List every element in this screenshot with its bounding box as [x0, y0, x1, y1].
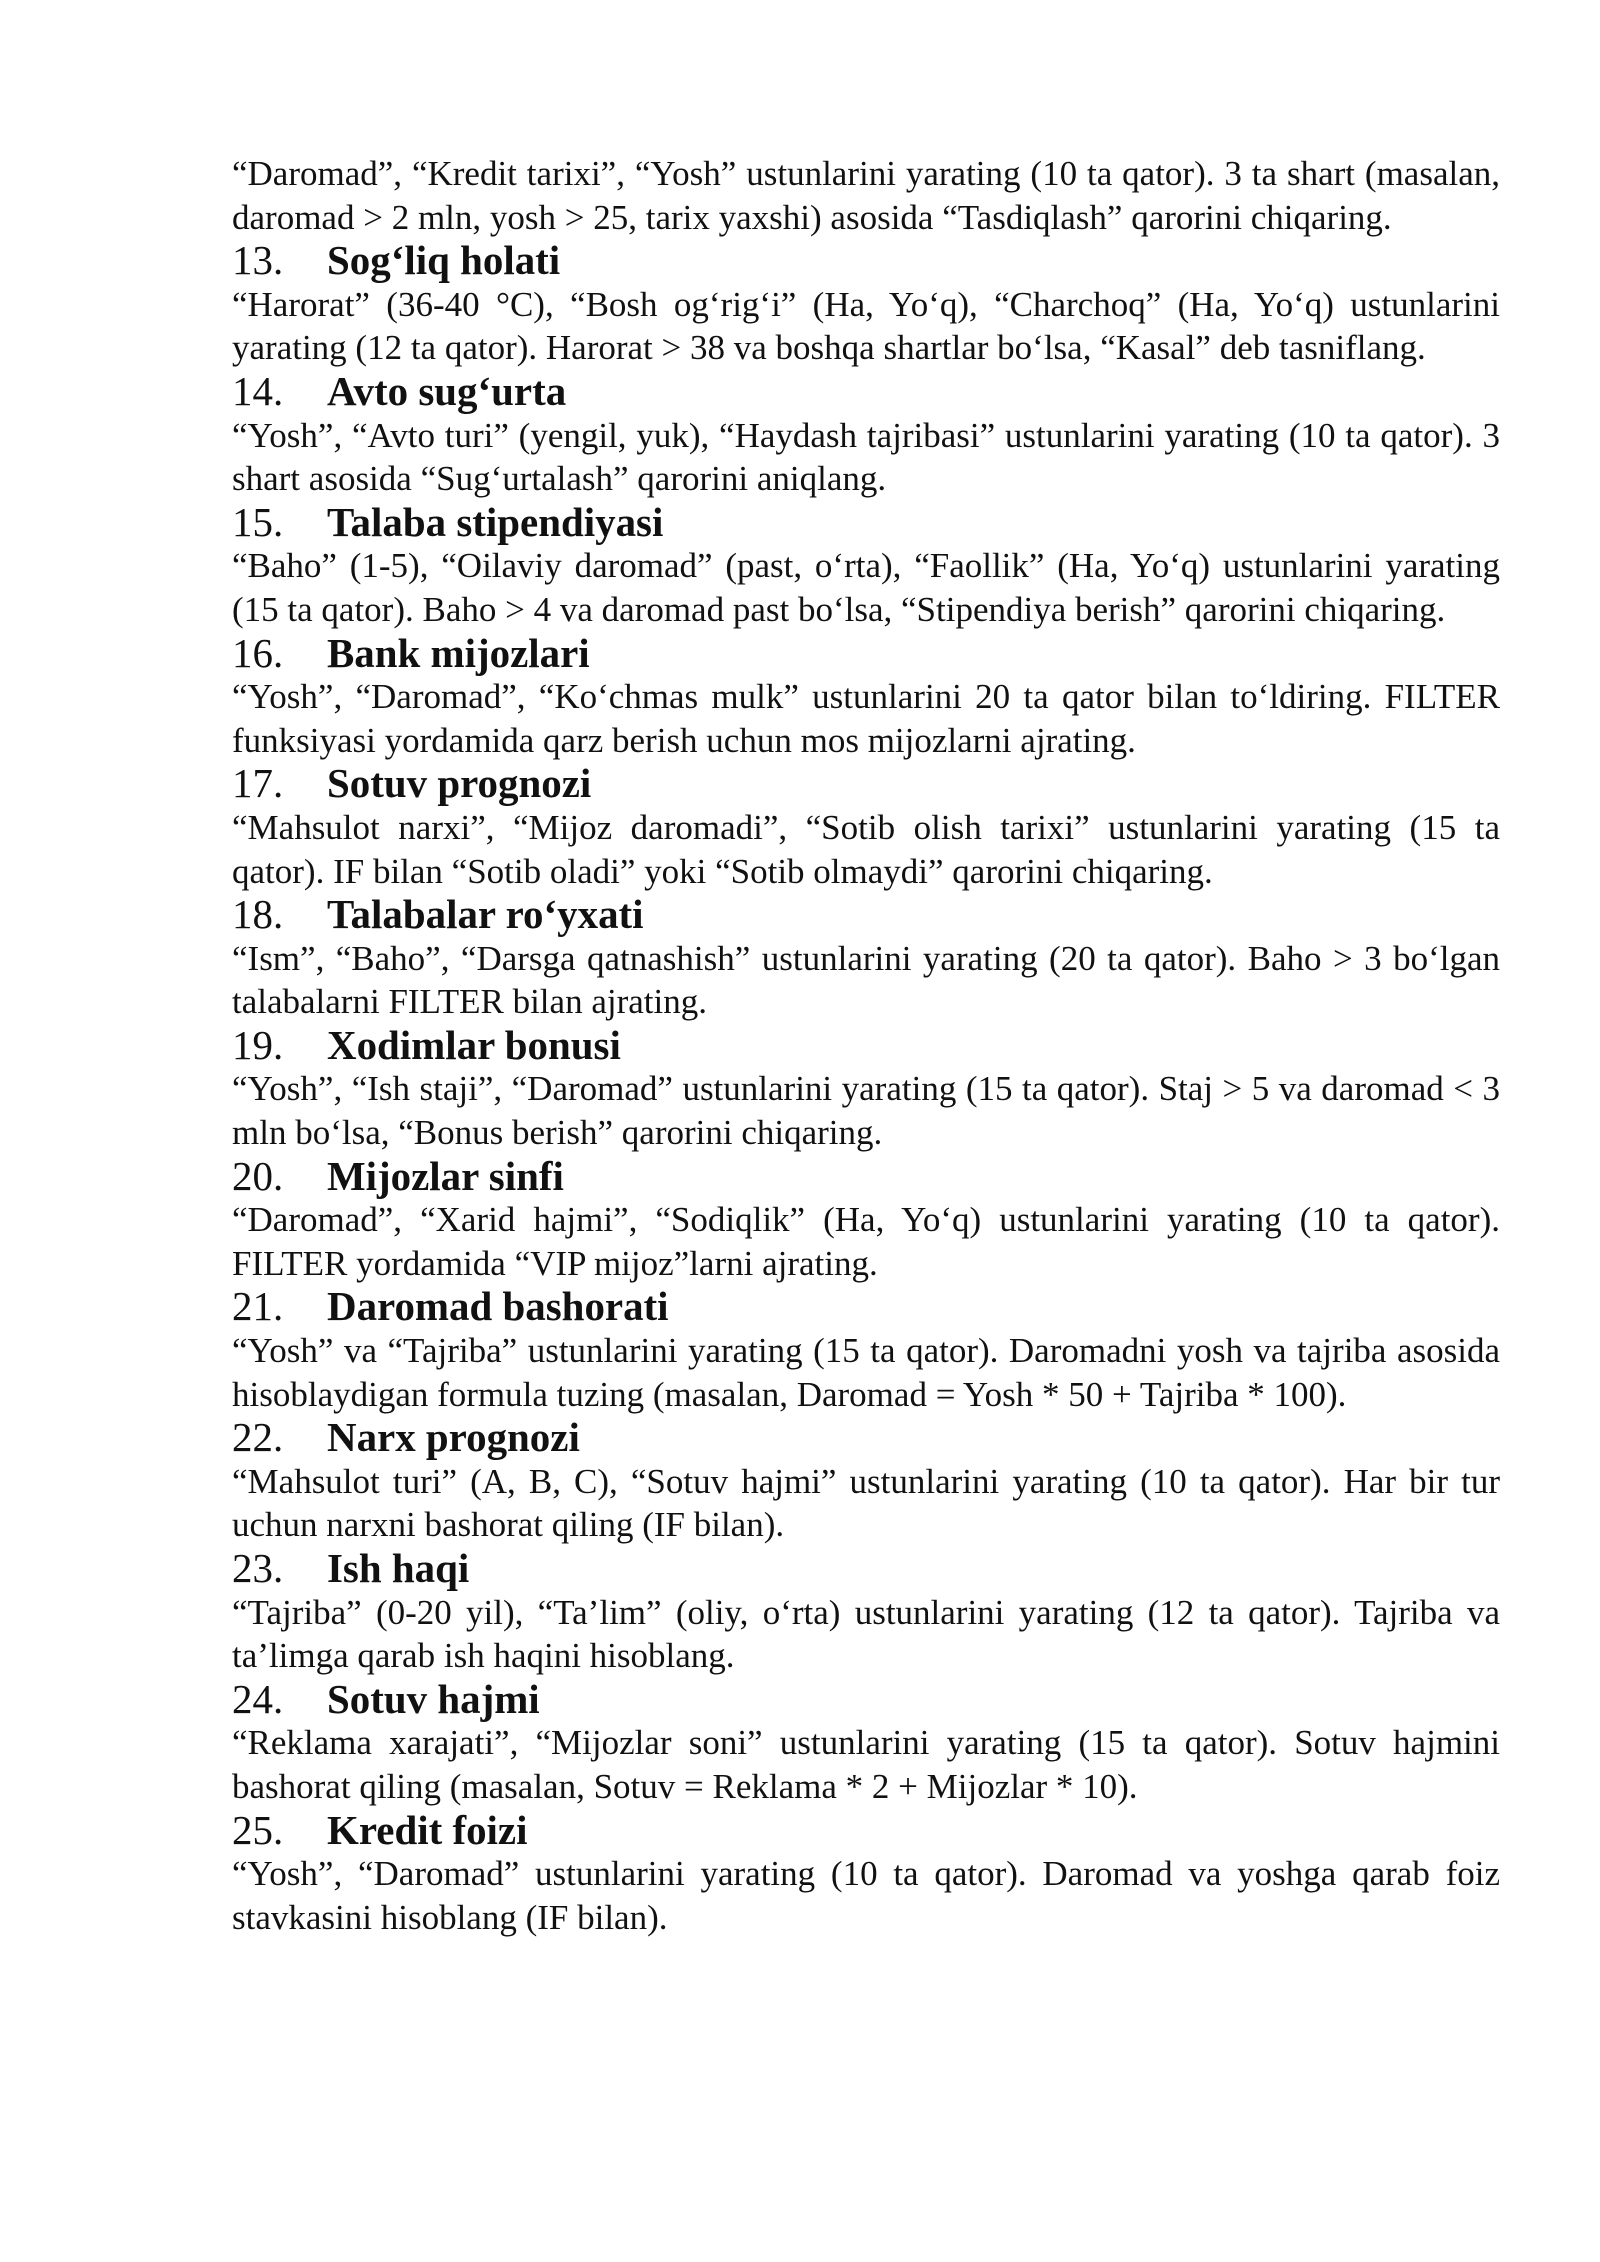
- task-description: “Harorat” (36-40 °C), “Bosh og‘rig‘i” (Ha, Yo‘q), “Charchoq” (Ha, Yo‘q) ustunlarini yarating (12 ta qator). Harorat > 38 va boshqa shartlar bo‘lsa, “Kasal” deb tasniflang.: [232, 284, 1500, 368]
- task-heading: [232, 239, 1500, 283]
- task-17: [232, 762, 1500, 893]
- task-20: [232, 1155, 1500, 1286]
- task-title: Sotuv prognozi: [327, 761, 592, 807]
- task-title: Kredit foizi: [327, 1807, 528, 1853]
- task-title: Xodimlar bonusi: [327, 1022, 621, 1068]
- task-description: “Reklama xarajati”, “Mijozlar soni” ustunlarini yarating (15 ta qator). Sotuv hajmini bashorat qiling (masalan, Sotuv = Reklama * 2 + Mijozlar * 10).: [232, 1723, 1500, 1806]
- task-22: [232, 1416, 1500, 1547]
- task-description: “Yosh” va “Tajriba” ustunlarini yarating (15 ta qator). Daromadni yosh va tajriba asosida hisoblaydigan formula tuzing (masalan, Daromad = Yosh * 50 + Tajriba * 100).: [232, 1331, 1500, 1414]
- task-title: Mijozlar sinfi: [327, 1153, 564, 1199]
- task-number: 14.: [232, 368, 284, 414]
- task-description: “Yosh”, “Ish staji”, “Daromad” ustunlarini yarating (15 ta qator). Staj > 5 va daromad < 3 mln bo‘lsa, “Bonus berish” qarorini chiqaring.: [232, 1069, 1500, 1153]
- task-title: Ish haqi: [327, 1546, 470, 1591]
- task-description: “Tajriba” (0-20 yil), “Ta’lim” (oliy, o‘rta) ustunlarini yarating (12 ta qator). Tajriba va ta’limga qarab ish haqini hisoblang.: [232, 1592, 1500, 1676]
- task-heading: [232, 1416, 1500, 1460]
- task-number: 15.: [232, 499, 284, 545]
- task-number: 21.: [232, 1284, 284, 1330]
- task-25: [232, 1809, 1500, 1940]
- task-heading: [232, 632, 1500, 676]
- task-description: “Ism”, “Baho”, “Darsga qatnashish” ustunlarini yarating (20 ta qator). Baho > 3 bo‘lgan talabalarni FILTER bilan ajrating.: [232, 938, 1500, 1022]
- task-number: 19.: [232, 1022, 284, 1068]
- task-number: 22.: [232, 1415, 284, 1461]
- task-title: Daromad bashorati: [327, 1284, 669, 1330]
- task-title: Talaba stipendiyasi: [327, 499, 664, 545]
- intro-paragraph: “Daromad”, “Kredit tarixi”, “Yosh” ustunlarini yarating (10 ta qator). 3 ta shart (masalan, daromad > 2 mln, yosh > 25, tarix yaxshi) asosida “Tasdiqlash” qarorini chiqaring.: [232, 154, 1500, 237]
- task-title: Sotuv hajmi: [327, 1676, 540, 1722]
- task-title: Talabalar ro‘yxati: [327, 892, 644, 938]
- task-number: 16.: [232, 630, 284, 676]
- task-16: [232, 632, 1500, 763]
- task-14: [232, 370, 1500, 501]
- task-title: Bank mijozlari: [327, 630, 590, 676]
- task-heading: [232, 893, 1500, 937]
- task-description: “Yosh”, “Daromad” ustunlarini yarating (10 ta qator). Daromad va yoshga qarab foiz stavkasini hisoblang (IF bilan).: [232, 1854, 1500, 1937]
- task-heading: [232, 1024, 1500, 1068]
- task-13: [232, 239, 1500, 370]
- task-18: [232, 893, 1500, 1024]
- task-15: [232, 501, 1500, 632]
- task-number: 17.: [232, 761, 284, 807]
- task-heading: [232, 1155, 1500, 1199]
- task-title: Avto sug‘urta: [327, 368, 567, 414]
- task-heading: [232, 762, 1500, 806]
- task-heading: [232, 1547, 1500, 1591]
- task-21: [232, 1285, 1500, 1416]
- task-description: “Yosh”, “Daromad”, “Ko‘chmas mulk” ustunlarini 20 ta qator bilan to‘ldiring. FILTER funksiyasi yordamida qarz berish uchun mos mijozlarni ajrating.: [232, 677, 1500, 760]
- task-description: “Mahsulot narxi”, “Mijoz daromadi”, “Sotib olish tarixi” ustunlarini yarating (15 ta qator). IF bilan “Sotib oladi” yoki “Sotib olmaydi” qarorini chiqaring.: [232, 807, 1500, 891]
- task-title: Narx prognozi: [327, 1415, 580, 1461]
- task-number: 25.: [232, 1807, 284, 1853]
- task-heading: [232, 1285, 1500, 1329]
- document-page: [232, 152, 1500, 1939]
- task-number: 23.: [232, 1546, 284, 1591]
- task-description: “Baho” (1-5), “Oilaviy daromad” (past, o‘rta), “Faollik” (Ha, Yo‘q) ustunlarini yarating (15 ta qator). Baho > 4 va daromad past bo‘lsa, “Stipendiya berish” qarorini chiqaring.: [232, 546, 1500, 629]
- task-title: Sog‘liq holati: [327, 238, 561, 284]
- task-description: “Daromad”, “Xarid hajmi”, “Sodiqlik” (Ha, Yo‘q) ustunlarini yarating (10 ta qator). FILTER yordamida “VIP mijoz”larni ajrating.: [232, 1200, 1500, 1283]
- task-heading: [232, 370, 1500, 414]
- task-heading: [232, 501, 1500, 545]
- task-heading: [232, 1678, 1500, 1722]
- task-24: [232, 1678, 1500, 1809]
- task-number: 20.: [232, 1153, 284, 1199]
- task-19: [232, 1024, 1500, 1155]
- task-number: 13.: [232, 238, 284, 284]
- task-description: “Yosh”, “Avto turi” (yengil, yuk), “Haydash tajribasi” ustunlarini yarating (10 ta qator). 3 shart asosida “Sug‘urtalash” qarorini aniqlang.: [232, 415, 1500, 499]
- task-number: 24.: [232, 1676, 284, 1722]
- task-number: 18.: [232, 892, 284, 938]
- task-description: “Mahsulot turi” (A, B, C), “Sotuv hajmi” ustunlarini yarating (10 ta qator). Har bir tur uchun narxni bashorat qiling (IF bilan).: [232, 1461, 1500, 1545]
- task-heading: [232, 1809, 1500, 1853]
- task-23: [232, 1547, 1500, 1678]
